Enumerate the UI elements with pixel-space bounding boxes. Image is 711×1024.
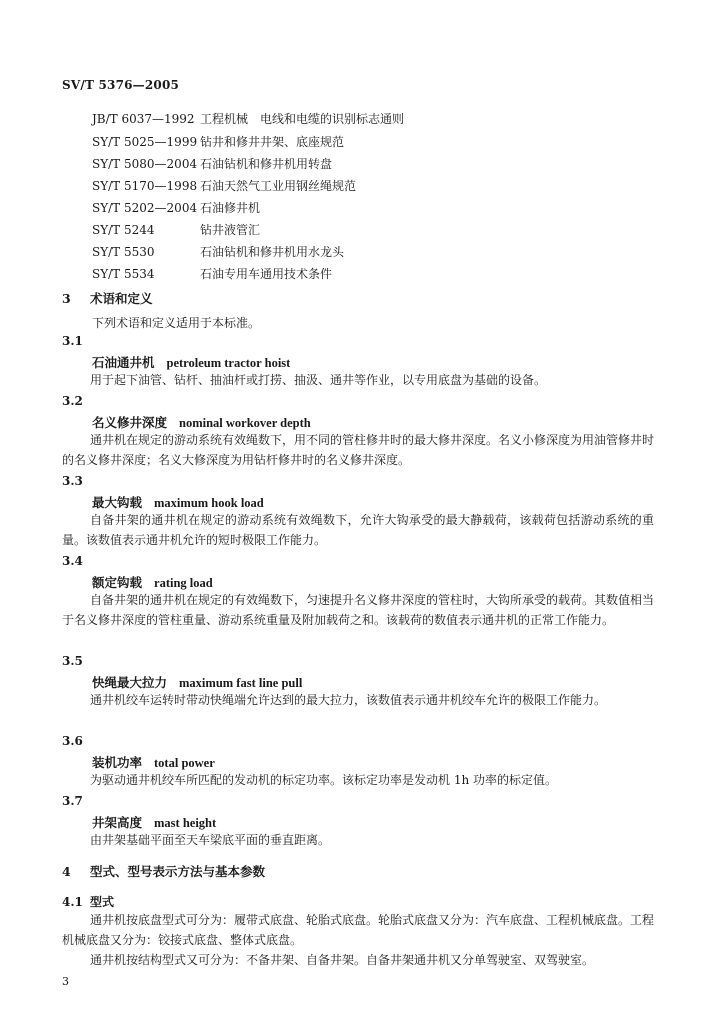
subsection-heading [62, 893, 114, 910]
body-paragraph: 通井机按结构型式又可分为：不备井架、自备井架。自备井架通井机又分单驾驶室、双驾驶室。 [90, 953, 595, 967]
section-title: 型式、型号表示方法与基本参数 [90, 864, 266, 879]
term-chinese: 快绳最大拉力 [92, 675, 168, 690]
reference-item [92, 221, 260, 238]
term-definition: 通井机绞车运转时带动快绳端允许达到的最大拉力，该数值表示通井机绞车允许的极限工作能力。 [90, 693, 607, 707]
reference-code: SY/T 5080—2004 [92, 157, 198, 171]
term-english: maximum fast line pull [179, 676, 303, 690]
section-intro: 下列术语和定义适用于本标准。 [92, 316, 261, 330]
term-heading [92, 573, 213, 591]
subsection-number: 4.1 [62, 895, 83, 909]
clause-number: 3.7 [62, 794, 83, 808]
reference-code: SY/T 5170—1998 [92, 179, 198, 193]
term-definition: 自备井架的通井机在规定的游动系统有效绳数下，允许大钩承受的最大静载荷，该载荷包括游动系统的重量。该数值表示通井机允许的短时极限工作能力。 [62, 513, 654, 547]
reference-code: SY/T 5534 [92, 267, 155, 281]
term-chinese: 额定钩载 [92, 575, 143, 590]
reference-item [92, 199, 260, 216]
reference-code: JB/T 6037—1992 [92, 112, 195, 126]
term-definition: 由井架基础平面至天车梁底平面的垂直距离。 [90, 833, 331, 847]
reference-code: SY/T 5202—2004 [92, 201, 198, 215]
reference-title: 石油钻机和修井机用水龙头 [200, 245, 345, 259]
term-chinese: 最大钩载 [92, 495, 143, 510]
term-heading [92, 413, 311, 431]
reference-title: 石油专用车通用技术条件 [200, 267, 333, 281]
clause-number: 3.5 [62, 654, 83, 668]
reference-code: SY/T 5244 [92, 223, 155, 237]
clause-number: 3.2 [62, 394, 83, 408]
reference-item [92, 110, 404, 127]
term-heading [92, 753, 215, 771]
term-heading [92, 673, 302, 691]
term-heading [92, 493, 264, 511]
reference-title: 石油修井机 [200, 201, 261, 215]
term-english: petroleum tractor hoist [166, 356, 291, 370]
term-english: maximum hook load [154, 496, 264, 510]
term-english: total power [154, 756, 215, 770]
section-heading [62, 289, 153, 307]
reference-title: 石油天然气工业用钢丝绳规范 [200, 179, 357, 193]
section-title: 术语和定义 [90, 291, 153, 306]
reference-item [92, 265, 332, 282]
term-english: nominal workover depth [179, 416, 311, 430]
term-definition: 为驱动通井机绞车所匹配的发动机的标定功率。该标定功率是发动机 1h 功率的标定值。 [90, 773, 557, 787]
reference-title: 工程机械 电线和电缆的识别标志通则 [200, 112, 405, 126]
reference-title: 石油钻机和修井机用转盘 [200, 157, 333, 171]
term-definition: 用于起下油管、钻杆、抽油杆或打捞、抽汲、通井等作业，以专用底盘为基础的设备。 [90, 373, 547, 387]
section-number: 4 [62, 864, 71, 879]
term-definition: 通井机在规定的游动系统有效绳数下，用不同的管柱修井时的最大修井深度。名义小修深度为用油管修井时的名义修井深度；名义大修深度为用钻杆修井时的名义修井深度。 [62, 433, 655, 467]
reference-code: SY/T 5025—1999 [92, 135, 198, 149]
term-chinese: 名义修井深度 [92, 415, 168, 430]
section-heading [62, 862, 265, 880]
term-chinese: 井架高度 [92, 815, 143, 830]
term-definition: 自备井架的通井机在规定的有效绳数下，匀速提升名义修井深度的管柱时，大钩所承受的载荷。其数值相当于名义修井深度的管柱重量、游动系统重量及附加载荷之和。该载荷的数值表示通井机的正常工作能力。 [62, 593, 655, 627]
clause-number: 3.4 [62, 554, 83, 568]
section-number: 3 [62, 291, 71, 306]
reference-title: 钻井液管汇 [200, 223, 261, 237]
reference-title: 钻井和修井井架、底座规范 [200, 135, 345, 149]
clause-number: 3.3 [62, 474, 83, 488]
reference-code: SY/T 5530 [92, 245, 155, 259]
term-heading [92, 353, 290, 371]
term-chinese: 石油通井机 [92, 355, 155, 370]
term-english: mast height [154, 816, 217, 830]
reference-item [92, 155, 332, 172]
term-english: rating load [154, 576, 213, 590]
term-chinese: 装机功率 [92, 755, 143, 770]
subsection-title: 型式 [90, 895, 115, 909]
term-heading [92, 813, 216, 831]
clause-number: 3.6 [62, 734, 83, 748]
clause-number: 3.1 [62, 334, 83, 348]
body-paragraph: 通井机按底盘型式可分为：履带式底盘、轮胎式底盘。轮胎式底盘又分为：汽车底盘、工程机械底盘。工程机械底盘又分为：铰接式底盘、整体式底盘。 [62, 913, 655, 947]
page-number: 3 [62, 975, 69, 988]
standard-code-header: SV/T 5376—2005 [62, 78, 180, 92]
reference-item [92, 243, 344, 260]
reference-item [92, 133, 344, 150]
reference-item [92, 177, 356, 194]
